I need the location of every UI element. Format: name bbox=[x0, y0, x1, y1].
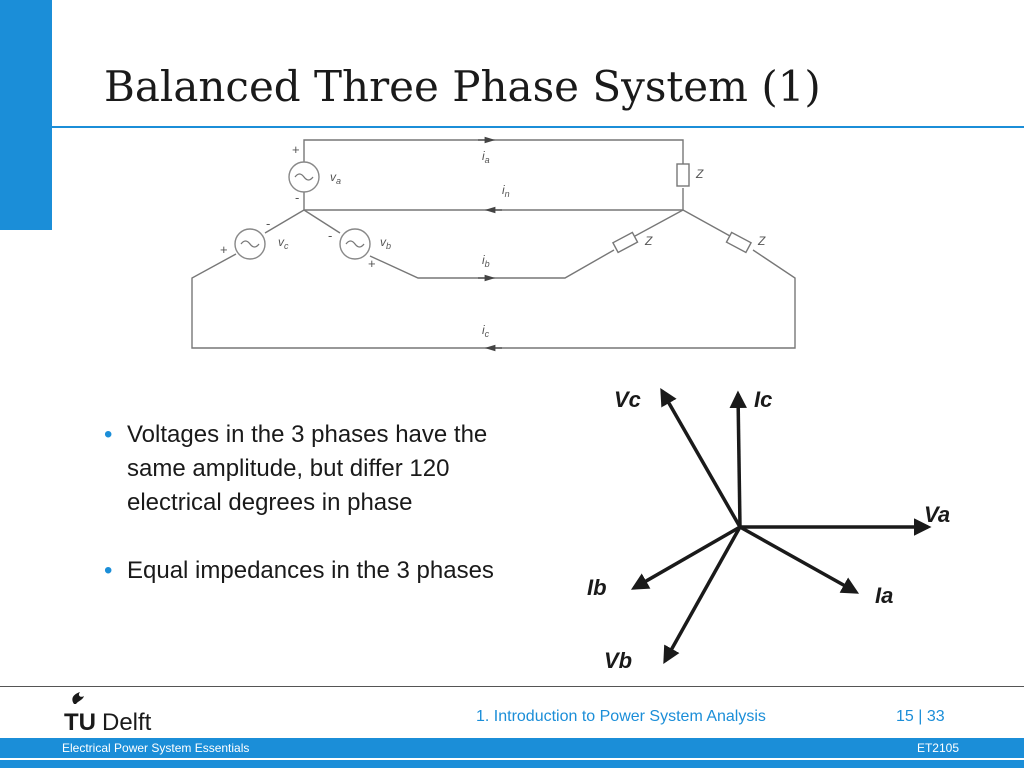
wire-c-source bbox=[265, 210, 304, 233]
bullet-dot: • bbox=[104, 421, 113, 448]
label-va: $v_a$ bbox=[330, 170, 342, 186]
wire-neutral bbox=[304, 188, 683, 210]
plus-va: + bbox=[292, 142, 300, 157]
course-name: Electrical Power System Essentials bbox=[62, 741, 250, 755]
bullet-item: • Equal impedances in the 3 phases bbox=[104, 554, 544, 588]
phasor-ia bbox=[740, 527, 856, 592]
circuit-diagram bbox=[180, 130, 820, 360]
minus-vc: - bbox=[266, 216, 271, 231]
svg-text:TU: TU bbox=[64, 709, 96, 734]
svg-text:Delft: Delft bbox=[102, 709, 152, 734]
bullet-list bbox=[104, 418, 544, 622]
tudelft-logo bbox=[62, 690, 172, 734]
course-code: ET2105 bbox=[916, 741, 959, 755]
minus-vb: - bbox=[328, 228, 333, 243]
footer-divider bbox=[0, 686, 1024, 687]
label-vc: $v_c$ bbox=[278, 235, 289, 251]
wire-a bbox=[304, 140, 683, 164]
phasor-vc bbox=[662, 391, 740, 527]
plus-vb: + bbox=[368, 256, 376, 271]
minus-va: - bbox=[295, 190, 300, 205]
bottom-bar bbox=[0, 738, 1024, 758]
phasor-label-vc: Vc bbox=[614, 387, 641, 412]
phasor-label-ia: Ia bbox=[875, 583, 894, 608]
plus-vc: + bbox=[220, 242, 228, 257]
wire-b bbox=[370, 250, 614, 278]
slide-title: Balanced Three Phase System (1) bbox=[104, 62, 821, 111]
label-ib: $i_b$ bbox=[482, 253, 490, 269]
label-ia: $i_a$ bbox=[482, 149, 490, 165]
accent-block bbox=[0, 0, 52, 230]
phasor-label-vb: Vb bbox=[604, 648, 633, 673]
phasor-label-ib: Ib bbox=[587, 575, 607, 600]
label-z-c: Z bbox=[758, 234, 766, 248]
wire-b-source bbox=[304, 210, 340, 233]
label-vb: $v_b$ bbox=[380, 235, 392, 251]
wire-c bbox=[192, 250, 795, 348]
label-z-b: Z bbox=[645, 234, 653, 248]
wire-zb bbox=[635, 210, 683, 236]
impedance-a bbox=[677, 164, 689, 186]
phasor-ic bbox=[738, 394, 740, 527]
bullet-item: • Voltages in the 3 phases have the same amplitude, but differ 120 electrical degrees in phase bbox=[104, 418, 544, 520]
label-in: $i_n$ bbox=[502, 183, 510, 199]
bullet-dot: • bbox=[104, 557, 113, 584]
label-z-a: Z bbox=[696, 167, 704, 181]
phasor-label-va: Va bbox=[924, 502, 951, 527]
course-reference: 1. Introduction to Power System Analysis bbox=[476, 708, 766, 725]
phasor-label-ic: Ic bbox=[754, 387, 773, 412]
flame-icon bbox=[72, 692, 84, 704]
impedance-c bbox=[726, 232, 751, 252]
wire-zc bbox=[683, 210, 730, 236]
label-ic: $i_c$ bbox=[482, 323, 490, 339]
page-number: 15 | 33 bbox=[896, 708, 945, 725]
phasor-diagram bbox=[560, 370, 980, 680]
title-divider bbox=[52, 126, 1024, 128]
impedance-b bbox=[613, 232, 638, 252]
bottom-strip bbox=[0, 760, 1024, 768]
